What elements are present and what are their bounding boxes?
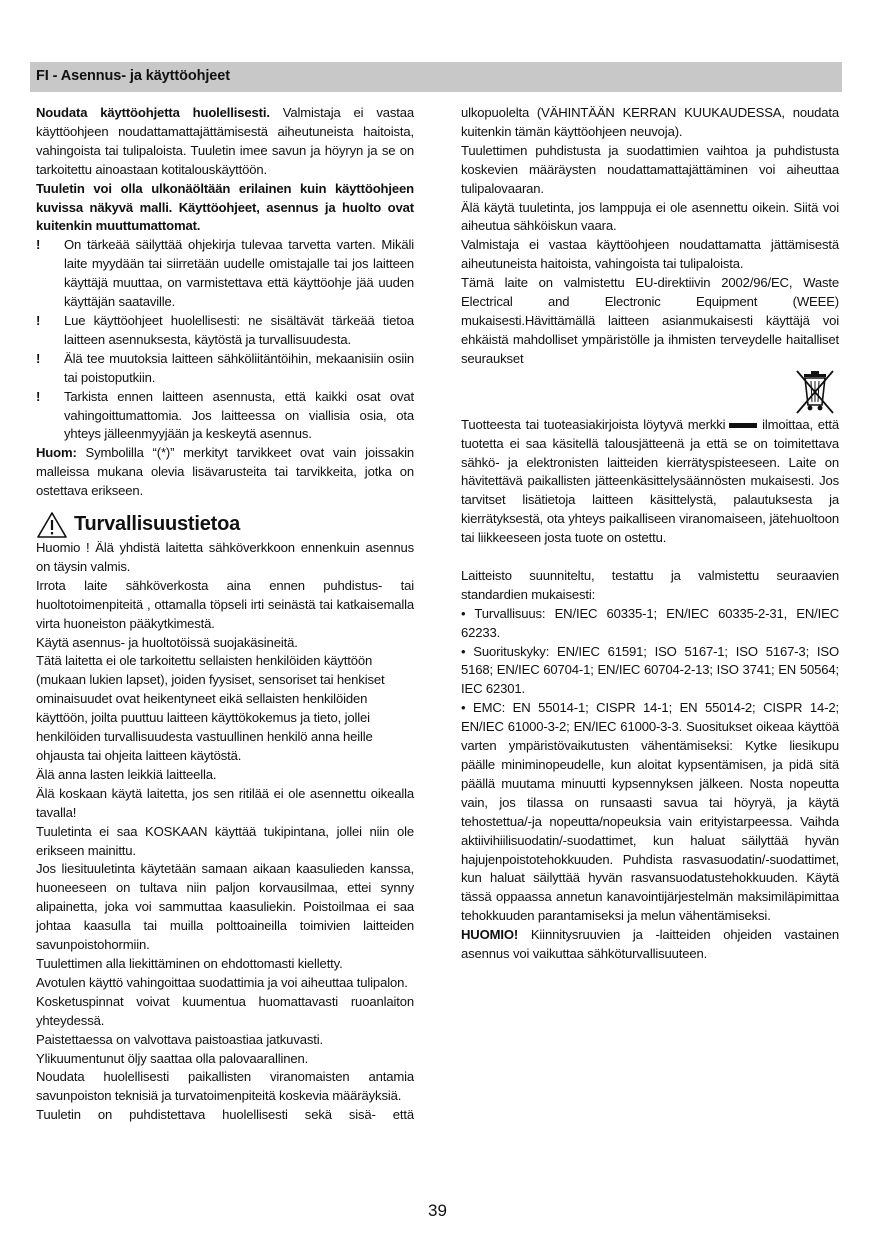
safety-paragraph: Kosketuspinnat voivat kuumentua huomattavasti ruoanlaiton yhteydessä. — [36, 993, 414, 1028]
intro-text: Valmistaja ei vastaa käyttöohjeen noudattamattajättämisestä aiheutuneista haitoista, vahingoista tai tulipaloista. Tuuletin imee savun ja höyryn ja se on tarkoitettu ainoastaan kotitalouskäyttöön. — [36, 105, 414, 177]
safety-heading — [36, 510, 414, 539]
spacer — [461, 548, 839, 567]
safety-paragraph: Tuuletin on puhdistettava huolellisesti sekä sisä- että — [36, 1107, 414, 1123]
safety-paragraph: Noudata huolellisesti paikallisten viranomaisten antamia savunpoiston teknisiä ja turvatoimenpiteitä koskevia määräyksiä. — [36, 1069, 414, 1104]
safety-paragraph: Ylikuumentunut öljy saattaa olla palovaarallinen. — [36, 1050, 309, 1066]
crossed-out-wheelie-bin-icon — [793, 369, 837, 416]
exclamation-mark: ! — [36, 388, 41, 404]
weee-text-rest: ilmoittaa, että tuotetta ei saa käsitellä talousjätteenä ja että se on toimitettava sähkö- ja elektronisten laitteiden kierrätyspisteeseen. Laite on hävitettävä paikallisten jätteenkäsittelysäännösten mukaisesti. Jos tarvitset lisätietoja laitteen käsittelystä, palautuksesta ja kierrätyksestä, ota yhteys paikalliseen viranomaiseen, jätehuoltoon tai liikkeeseen josta tuote on ostettu. — [461, 416, 839, 546]
list-item-text: Älä tee muutoksia laitteen sähköliitäntöihin, mekaanisiin osiin tai poistoputkiin. — [64, 350, 414, 385]
page-number: 39 — [428, 1201, 447, 1220]
list-item — [36, 312, 414, 350]
standards-item: • EMC: EN 55014-1; CISPR 14-1; EN 55014-2; CISPR 14-2; EN/IEC 61000-3-2; EN/IEC 61000-3-3. Suositukset oikeaa käyttöä varten ympäristövaikutusten vähentämiseksi: Kytke liesikupu päälle miniminopeudelle, kun aloitat kypsentämisen, ja pidä sitä päällä muutama minuutti kypsennyksen jälkeen. Nosta nopeutta vain, jos tilassa on runsaasti savua tai höyryä, ja käytä tehostettua/-ja nopeutta/nopeuksia vain erityistarpeessa. Vaihda aktiivihiilisuodatin/-suodattimet, kun haluat säilyttää hyvän hajujenpoistotehokkuuden. Puhdista rasvasuodatin/-suodattimet, kun haluat säilyttää hyvän rasvansuodatustehokkuuden. Käytä tässä oppaassa annetun kanavointijärjestelmän maksimiläpimittaa tehokkuuden parantamiseksi ja melun vähentämiseksi. — [461, 700, 839, 924]
exclamation-mark: ! — [36, 350, 41, 366]
right-paragraph: Valmistaja ei vastaa käyttöohjeen noudattamatta jättämisestä aiheutuneista haitoista, vahingoista tai tulipaloista. — [461, 237, 839, 272]
safety-paragraph: Jos liesituuletinta käytetään samaan aikaan kaasulieden kanssa, huoneeseen on tultava niin paljon korvausilmaa, ettei synny alipainetta, joka voi sammuttaa kaasuliekin. Poistoilmaa ei saa johtaa kaasulla tai muilla polttoaineilla toimivien laitteiden savunpoistohormiin. — [36, 861, 414, 953]
safety-paragraph: Paistettaessa on valvottava paistoastiaa jatkuvasti. — [36, 1031, 323, 1047]
intro-bold-paragraph: Tuuletin voi olla ulkonäöltään erilainen kuin käyttöohjeen kuvissa näkyvä malli. Käyttöohjeet, asennus ja huolto ovat kuitenkin muuttumattomat. — [36, 180, 414, 234]
list-item-text: Tarkista ennen laitteen asennusta, että kaikki osat ovat vahingoittumattomia. Jos laitteessa on viallisia osia, ota yhteys jälleenmyyjään ja keskeytä asennus. — [64, 388, 414, 442]
safety-paragraph: Älä anna lasten leikkiä laitteella. — [36, 766, 217, 782]
list-item-text: Lue käyttöohjeet huolellisesti: ne sisältävät tärkeää tietoa laitteen asennuksesta, käytöstä ja turvallisuudesta. — [64, 312, 414, 347]
note-paragraph — [36, 444, 414, 501]
final-bold: HUOMIO! — [461, 927, 519, 943]
safety-paragraph: Tuuletinta ei saa KOSKAAN käyttää tukipintana, jollei niin ole erikseen mainittu. — [36, 823, 414, 858]
safety-paragraph: Tuulettimen alla liekittäminen on ehdottomasti kielletty. — [36, 955, 343, 971]
weee-symbol-row — [461, 369, 839, 416]
exclamation-mark: ! — [36, 312, 41, 328]
weee-paragraph — [461, 416, 839, 548]
right-paragraph: Tämä laite on valmistettu EU-direktiivin 2002/96/EC, Waste Electrical and Electronic Equipment (WEEE) mukaisesti.Hävittämällä laitteen asianmukaisesti käyttäjä voi ehkäistä mahdolliset ympäristölle ja ihmisten terveydelle haitalliset seuraukset — [461, 275, 839, 366]
list-item-text: On tärkeää säilyttää ohjekirja tulevaa tarvetta varten. Mikäli laite myydään tai siirretään uudelle omistajalle tai jos laitteen käyttäjä muuttaa, on varmistettava että käyttöohje jää uuden käyttäjän saataville. — [64, 237, 414, 310]
list-item — [36, 236, 414, 312]
safety-paragraph: Tätä laitetta ei ole tarkoitettu sellaisten henkilöiden käyttöön (mukaan lukien lapset), joiden fyysiset, sensoriset tai henkiset ominaisuudet ovat heikentyneet eikä sellaisten henkilöiden käyttöön, joilta puuttuu laitteen käyttökokemus ja tieto, jollei henkilöiden turvallisuudesta vastuullinen henkilö anna heille ohjausta tai ohjeita laitteen käytöstä. — [36, 653, 385, 763]
weee-bar-mark — [729, 423, 757, 428]
note-text: Symbolilla “(*)” merkityt tarvikkeet ovat vain joissakin malleissa mukana olevia lisävarusteita tai tarvikkeita, jotka on ostettava erikseen. — [36, 445, 414, 499]
safety-title: Turvallisuustietoa — [74, 513, 241, 536]
standards-item: • Suorituskyky: EN/IEC 61591; ISO 5167-1; ISO 5167-3; ISO 5168; EN/IEC 60704-1; EN/IEC 60704-2-13; ISO 3741; EN 50564; IEC 62301. — [461, 643, 839, 697]
right-paragraph: Älä käytä tuuletinta, jos lamppuja ei ole asennettu oikein. Siitä voi aiheutua sähköiskun vaara. — [461, 199, 839, 234]
standards-item: • Turvallisuus: EN/IEC 60335-1; EN/IEC 60335-2-31, EN/IEC 62233. — [461, 605, 839, 640]
safety-paragraph: Irrota laite sähköverkosta aina ennen puhdistus- tai huoltotoimenpiteitä , ottamalla töpseli irti seinästä tai katkaisemalla virta huoneiston pääkytkimestä. — [36, 577, 414, 631]
left-column — [36, 104, 414, 1125]
right-column — [461, 104, 839, 964]
final-text: Kiinnitysruuvien ja -laitteiden ohjeiden vastainen asennus voi vaikuttaa sähköturvallisuuteen. — [461, 927, 839, 962]
intro-bold: Noudata käyttöohjetta huolellisesti. — [36, 105, 270, 120]
safety-paragraph: Avotulen käyttö vahingoittaa suodattimia ja voi aiheuttaa tulipalon. — [36, 974, 408, 990]
list-item — [36, 388, 414, 445]
section-title: FI - Asennus- ja käyttöohjeet — [36, 68, 230, 84]
safety-paragraph: Huomio ! Älä yhdistä laitetta sähköverkkoon ennenkuin asennus on täysin valmis. — [36, 540, 414, 574]
list-item — [36, 350, 414, 388]
warning-triangle-icon — [36, 511, 68, 539]
right-paragraph: ulkopuolelta (VÄHINTÄÄN KERRAN KUUKAUDESSA, noudata kuitenkin tämän käyttöohjeen neuvoja). — [461, 105, 839, 139]
right-paragraph: Tuulettimen puhdistusta ja suodattimien vaihtoa ja puhdistusta koskevien määräysten noudattamattajättäminen voi aiheuttaa tulipalovaaran. — [461, 142, 839, 196]
section-header — [30, 62, 842, 92]
final-paragraph — [461, 926, 839, 964]
safety-paragraph: Älä koskaan käytä laitetta, jos sen ritilää ei ole asennettu oikealla tavalla! — [36, 785, 414, 820]
safety-paragraph: Käytä asennus- ja huoltotöissä suojakäsineitä. — [36, 634, 298, 650]
intro-paragraph — [36, 104, 414, 180]
note-label: Huom: — [36, 445, 77, 461]
standards-intro: Laitteisto suunniteltu, testattu ja valmistettu seuraavien standardien mukaisesti: — [461, 567, 839, 602]
weee-text-start: Tuotteesta tai tuoteasiakirjoista löytyvä merkki — [461, 416, 726, 432]
exclamation-mark: ! — [36, 237, 41, 253]
